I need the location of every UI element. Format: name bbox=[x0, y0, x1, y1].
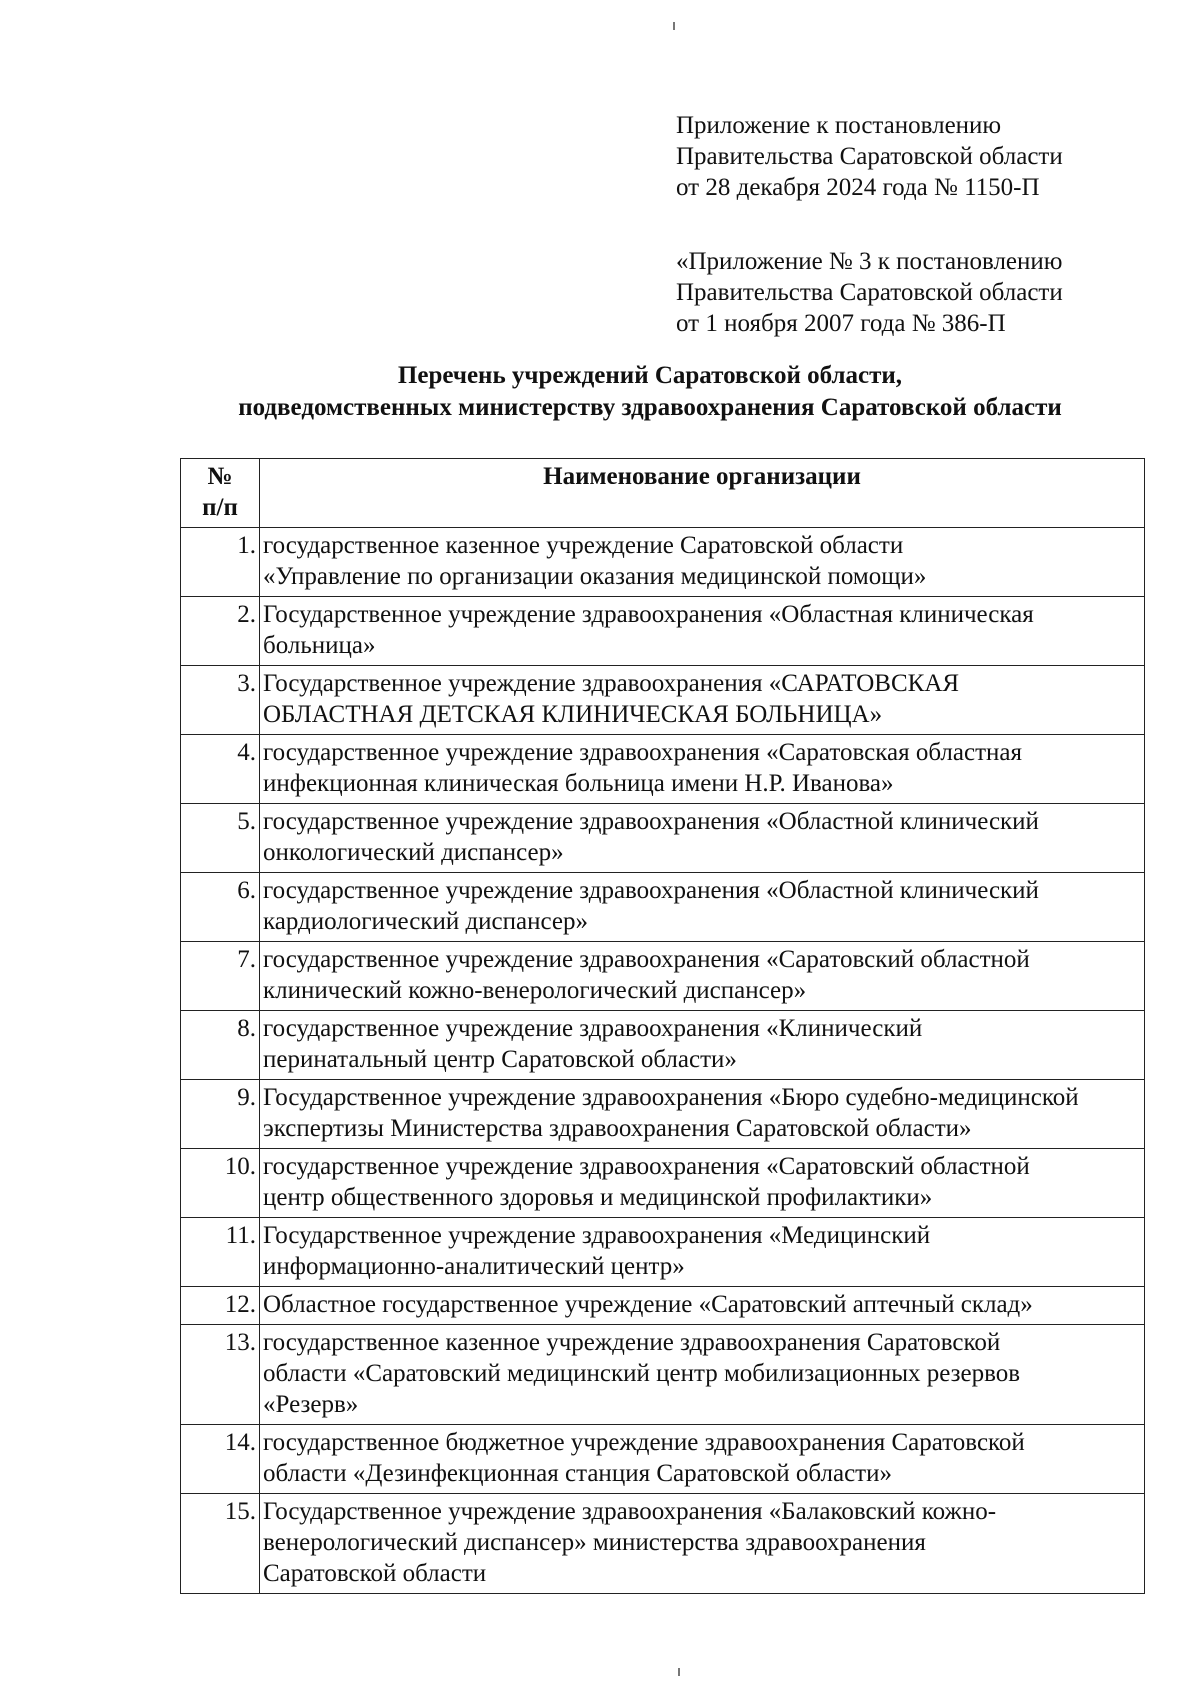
organization-name-line: венерологический диспансер» министерства здравоохранения bbox=[263, 1529, 926, 1556]
table-row bbox=[181, 1149, 1145, 1218]
organization-name bbox=[260, 1287, 1145, 1325]
table-row bbox=[181, 942, 1145, 1011]
organization-name-line: государственное бюджетное учреждение здравоохранения Саратовской bbox=[263, 1429, 1025, 1456]
organization-name-line: информационно-аналитический центр» bbox=[263, 1253, 685, 1280]
organization-name-line: «Управление по организации оказания медицинской помощи» bbox=[263, 563, 927, 590]
appendix-block-current bbox=[676, 110, 1176, 203]
row-number: 12. bbox=[181, 1287, 260, 1325]
organization-name-line: области «Саратовский медицинский центр мобилизационных резервов bbox=[263, 1360, 1021, 1387]
table-row bbox=[181, 528, 1145, 597]
organization-name bbox=[260, 1149, 1145, 1218]
document-title bbox=[150, 360, 1150, 424]
row-number: 7. bbox=[181, 942, 260, 1011]
organization-name-line: государственное учреждение здравоохранения «Областной клинический bbox=[263, 877, 1039, 904]
header-line: от 1 ноября 2007 года № 386-П bbox=[676, 310, 1006, 337]
organization-name-line: Государственное учреждение здравоохранения «Областная клиническая bbox=[263, 601, 1034, 628]
organization-name bbox=[260, 942, 1145, 1011]
organization-name bbox=[260, 1011, 1145, 1080]
organization-name-line: центр общественного здоровья и медицинской профилактики» bbox=[263, 1184, 933, 1211]
organization-name-line: Саратовской области bbox=[263, 1560, 487, 1587]
row-number: 14. bbox=[181, 1425, 260, 1494]
row-number: 6. bbox=[181, 873, 260, 942]
organization-name-line: перинатальный центр Саратовской области» bbox=[263, 1046, 737, 1073]
organization-name-line: «Резерв» bbox=[263, 1391, 359, 1418]
title-line: Перечень учреждений Саратовской области, bbox=[397, 362, 903, 389]
row-number: 10. bbox=[181, 1149, 260, 1218]
organization-name-line: клинический кожно-венерологический диспансер» bbox=[263, 977, 807, 1004]
organization-name-line: государственное учреждение здравоохранения «Саратовская областная bbox=[263, 739, 1022, 766]
table-row bbox=[181, 735, 1145, 804]
table-row bbox=[181, 1011, 1145, 1080]
row-number: 2. bbox=[181, 597, 260, 666]
table-row bbox=[181, 666, 1145, 735]
organization-name-line: государственное учреждение здравоохранения «Саратовский областной bbox=[263, 1153, 1030, 1180]
table-row bbox=[181, 597, 1145, 666]
row-number: 1. bbox=[181, 528, 260, 597]
header-line: от 28 декабря 2024 года № 1150-П bbox=[676, 174, 1040, 201]
organization-name-line: государственное учреждение здравоохранения «Саратовский областной bbox=[263, 946, 1030, 973]
table-row bbox=[181, 1080, 1145, 1149]
header-line: Правительства Саратовской области bbox=[676, 143, 1063, 170]
row-number: 11. bbox=[181, 1218, 260, 1287]
table-row bbox=[181, 873, 1145, 942]
organization-name-line: Государственное учреждение здравоохранения «Медицинский bbox=[263, 1222, 931, 1249]
organization-name-line: онкологический диспансер» bbox=[263, 839, 564, 866]
scan-mark-bottom bbox=[678, 1668, 680, 1676]
organization-name bbox=[260, 735, 1145, 804]
table-row bbox=[181, 1325, 1145, 1425]
organization-name-line: экспертизы Министерства здравоохранения Саратовской области» bbox=[263, 1115, 972, 1142]
row-number: 4. bbox=[181, 735, 260, 804]
table-row bbox=[181, 804, 1145, 873]
organization-name-line: государственное учреждение здравоохранения «Клинический bbox=[263, 1015, 923, 1042]
organization-name-line: области «Дезинфекционная станция Саратовской области» bbox=[263, 1460, 892, 1487]
organization-name-line: кардиологический диспансер» bbox=[263, 908, 588, 935]
header-line: «Приложение № 3 к постановлению bbox=[676, 248, 1063, 275]
row-number: 15. bbox=[181, 1494, 260, 1594]
header-cell-name: Наименование организации bbox=[260, 459, 1145, 528]
organization-name bbox=[260, 873, 1145, 942]
row-number: 9. bbox=[181, 1080, 260, 1149]
organization-name bbox=[260, 1325, 1145, 1425]
organization-name bbox=[260, 1218, 1145, 1287]
row-number: 5. bbox=[181, 804, 260, 873]
organization-name-line: больница» bbox=[263, 632, 376, 659]
row-number: 3. bbox=[181, 666, 260, 735]
row-number: 8. bbox=[181, 1011, 260, 1080]
title-line: подведомственных министерству здравоохранения Саратовской области bbox=[238, 394, 1062, 421]
table-row bbox=[181, 1287, 1145, 1325]
organization-name-line: государственное казенное учреждение здравоохранения Саратовской bbox=[263, 1329, 1001, 1356]
appendix-block-original bbox=[676, 246, 1176, 339]
organization-name-line: государственное казенное учреждение Саратовской области bbox=[263, 532, 904, 559]
organization-name-line: инфекционная клиническая больница имени Н.Р. Иванова» bbox=[263, 770, 894, 797]
header-line: Правительства Саратовской области bbox=[676, 279, 1063, 306]
table-header-row bbox=[181, 459, 1145, 528]
organization-name bbox=[260, 804, 1145, 873]
row-number: 13. bbox=[181, 1325, 260, 1425]
organization-name bbox=[260, 666, 1145, 735]
organization-name bbox=[260, 1425, 1145, 1494]
table-row bbox=[181, 1494, 1145, 1594]
organization-name-line: Государственное учреждение здравоохранения «Бюро судебно-медицинской bbox=[263, 1084, 1079, 1111]
organization-name bbox=[260, 528, 1145, 597]
organization-name-line: Государственное учреждение здравоохранения «САРАТОВСКАЯ bbox=[263, 670, 960, 697]
scan-mark-top bbox=[673, 22, 675, 30]
organization-name-line: государственное учреждение здравоохранения «Областной клинический bbox=[263, 808, 1039, 835]
organization-name-line: Областное государственное учреждение «Саратовский аптечный склад» bbox=[263, 1291, 1033, 1318]
table-row bbox=[181, 1425, 1145, 1494]
organization-name bbox=[260, 1080, 1145, 1149]
organization-name bbox=[260, 1494, 1145, 1594]
appendix-header bbox=[676, 110, 1176, 339]
header-line: Приложение к постановлению bbox=[676, 112, 1002, 139]
table-body bbox=[181, 528, 1145, 1594]
header-cell-number: № п/п bbox=[181, 459, 260, 528]
organization-name-line: Государственное учреждение здравоохранения «Балаковский кожно- bbox=[263, 1498, 997, 1525]
organization-name bbox=[260, 597, 1145, 666]
organization-name-line: ОБЛАСТНАЯ ДЕТСКАЯ КЛИНИЧЕСКАЯ БОЛЬНИЦА» bbox=[263, 701, 883, 728]
table-row bbox=[181, 1218, 1145, 1287]
organizations-table bbox=[180, 458, 1145, 1594]
